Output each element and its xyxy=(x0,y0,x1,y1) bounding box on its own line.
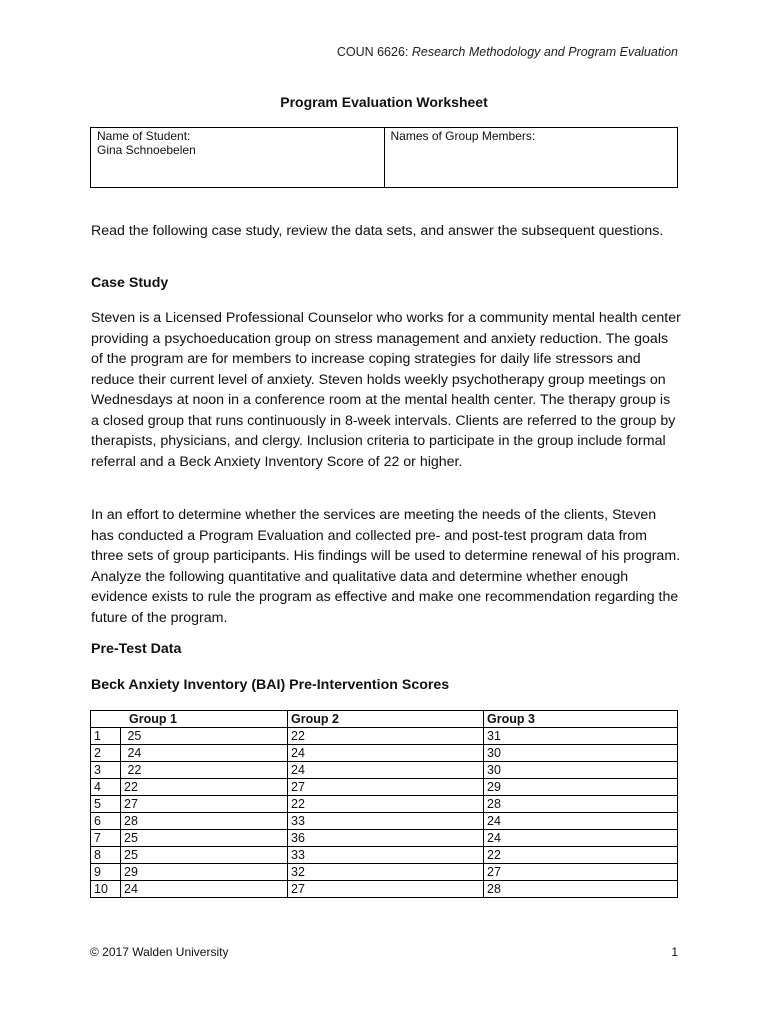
table-row xyxy=(91,779,678,796)
student-name-cell[interactable] xyxy=(91,128,385,188)
case-study-paragraph-1: Steven is a Licensed Professional Counselor who works for a community mental health center providing a psychoeducation group on stress management and anxiety reduction. The goals of the program are for members to increase coping strategies for daily life stressors and reduce their current level of anxiety. Steven holds weekly psychotherapy group meetings on Wednesdays at noon in a conference room at the mental health center. The therapy group is a closed group that runs continuously in 8-week intervals. Clients are referred to the group by therapists, physicians, and clergy. Inclusion criteria to participate in the group include formal referral and a Beck Anxiety Inventory Score of 22 or higher. xyxy=(91,310,681,470)
group-3-score-cell: 31 xyxy=(484,728,678,745)
group-2-score-cell: 27 xyxy=(288,779,484,796)
group-3-score-cell: 24 xyxy=(484,813,678,830)
table-row xyxy=(91,796,678,813)
row-number-cell: 2 xyxy=(91,745,121,762)
student-info-table xyxy=(90,127,678,188)
row-number-cell: 1 xyxy=(91,728,121,745)
page-header xyxy=(337,45,678,59)
group-2-score-cell: 33 xyxy=(288,813,484,830)
group-3-score-cell: 29 xyxy=(484,779,678,796)
table-row xyxy=(91,830,678,847)
student-name-label: Name of Student: xyxy=(97,129,191,143)
case-study-heading: Case Study xyxy=(91,275,169,291)
row-number-cell: 8 xyxy=(91,847,121,864)
group-3-score-cell: 28 xyxy=(484,796,678,813)
footer-page-number: 1 xyxy=(671,945,678,959)
table-row xyxy=(91,728,678,745)
group-3-score-cell: 24 xyxy=(484,830,678,847)
student-name-value: Gina Schnoebelen xyxy=(97,143,196,157)
group-2-score-cell: 22 xyxy=(288,796,484,813)
table-row xyxy=(91,745,678,762)
column-header-group-3: Group 3 xyxy=(484,711,678,728)
bai-pretest-table xyxy=(90,710,678,898)
table-row xyxy=(91,847,678,864)
table-row xyxy=(91,881,678,898)
pretest-heading: Pre-Test Data xyxy=(91,641,182,657)
group-2-score-cell: 33 xyxy=(288,847,484,864)
row-number-cell: 5 xyxy=(91,796,121,813)
table-row xyxy=(91,813,678,830)
document-title: Program Evaluation Worksheet xyxy=(280,94,488,110)
group-members-label: Names of Group Members: xyxy=(390,129,536,143)
group-3-score-cell: 30 xyxy=(484,745,678,762)
group-1-score-cell: 24 xyxy=(121,881,288,898)
group-members-cell[interactable] xyxy=(384,128,678,188)
column-header-group-1: Group 1 xyxy=(91,711,288,728)
group-1-score-cell: 29 xyxy=(121,864,288,881)
group-3-score-cell: 27 xyxy=(484,864,678,881)
footer-copyright: © 2017 Walden University xyxy=(90,945,229,959)
group-2-score-cell: 27 xyxy=(288,881,484,898)
column-header-group-2: Group 2 xyxy=(288,711,484,728)
group-1-score-cell: 22 xyxy=(121,762,288,779)
group-1-score-cell: 24 xyxy=(121,745,288,762)
group-3-score-cell: 28 xyxy=(484,881,678,898)
group-2-score-cell: 24 xyxy=(288,745,484,762)
table-header-row xyxy=(91,711,678,728)
group-2-score-cell: 32 xyxy=(288,864,484,881)
row-number-cell: 10 xyxy=(91,881,121,898)
group-1-score-cell: 22 xyxy=(121,779,288,796)
group-1-score-cell: 27 xyxy=(121,796,288,813)
group-1-score-cell: 25 xyxy=(121,728,288,745)
group-1-score-cell: 25 xyxy=(121,830,288,847)
case-study-paragraph-2: In an effort to determine whether the services are meeting the needs of the clients, Steven has conducted a Program Evaluation and collected pre- and post-test program data from three sets of group participants. His findings will be used to determine renewal of his program. Analyze the following quantitative and qualitative data and determine whether enough evidence exists to rule the program as effective and make one recommendation regarding the future of the program. xyxy=(91,507,681,626)
row-number-cell: 4 xyxy=(91,779,121,796)
course-code: COUN 6626: xyxy=(336,45,412,59)
group-1-score-cell: 25 xyxy=(121,847,288,864)
group-2-score-cell: 22 xyxy=(288,728,484,745)
intro-paragraph: Read the following case study, review the data sets, and answer the subsequent questions. xyxy=(91,223,664,239)
row-number-cell: 9 xyxy=(91,864,121,881)
row-number-cell: 7 xyxy=(91,830,121,847)
row-number-cell: 6 xyxy=(91,813,121,830)
table-row xyxy=(91,762,678,779)
group-2-score-cell: 24 xyxy=(288,762,484,779)
group-1-score-cell: 28 xyxy=(121,813,288,830)
group-3-score-cell: 22 xyxy=(484,847,678,864)
group-3-score-cell: 30 xyxy=(484,762,678,779)
row-number-cell: 3 xyxy=(91,762,121,779)
course-title: Research Methodology and Program Evaluation xyxy=(411,45,678,59)
bai-table-heading: Beck Anxiety Inventory (BAI) Pre-Intervention Scores xyxy=(91,677,450,693)
table-row xyxy=(91,864,678,881)
group-2-score-cell: 36 xyxy=(288,830,484,847)
